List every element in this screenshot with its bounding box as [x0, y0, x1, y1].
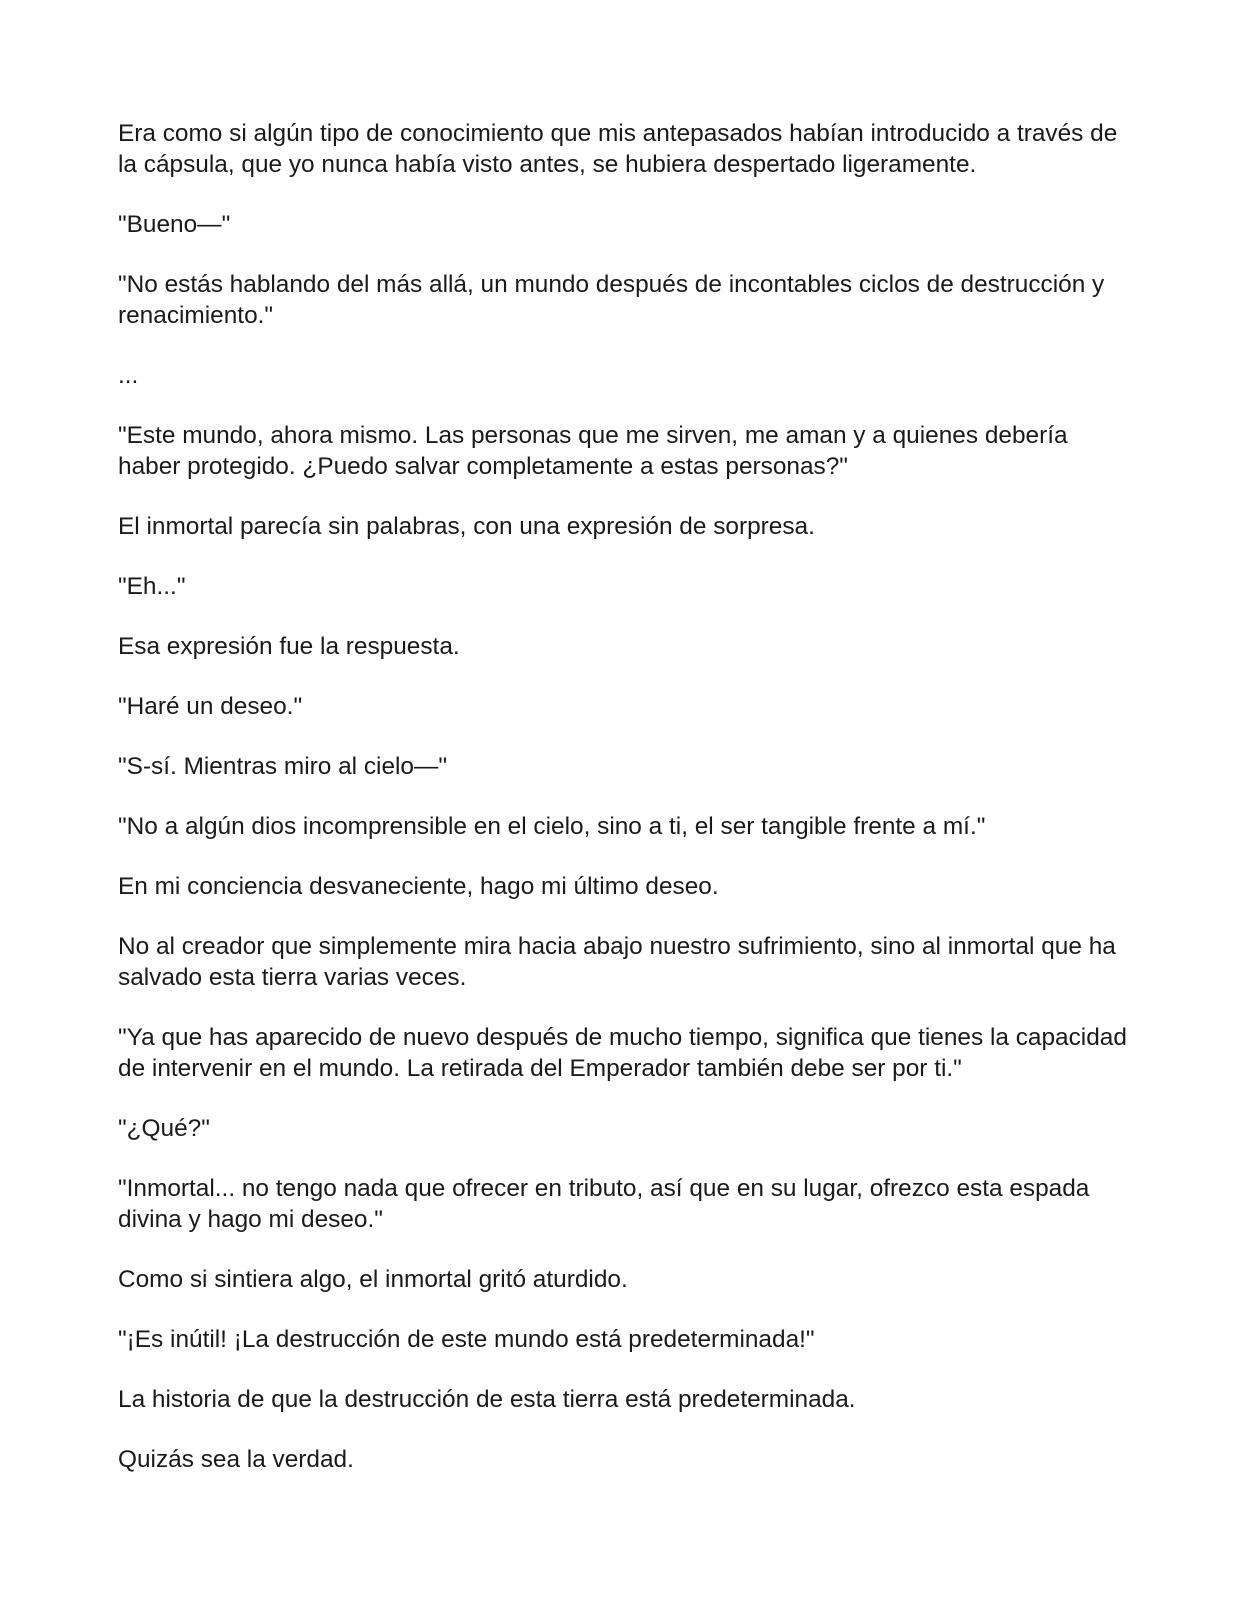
- paragraph: Como si sintiera algo, el inmortal gritó aturdido.: [118, 1266, 628, 1293]
- paragraph: Quizás sea la verdad.: [118, 1446, 354, 1473]
- paragraph: "Eh...": [118, 573, 186, 600]
- paragraph: En mi conciencia desvaneciente, hago mi último deseo.: [118, 873, 719, 900]
- document-body: [118, 118, 1128, 1504]
- paragraph: "S-sí. Mientras miro al cielo—": [118, 753, 448, 780]
- paragraph: "No a algún dios incomprensible en el cielo, sino a ti, el ser tangible frente a mí.": [118, 813, 986, 840]
- paragraph: "Inmortal... no tengo nada que ofrecer en tributo, así que en su lugar, ofrezco esta espada divina y hago mi deseo.": [118, 1175, 1090, 1233]
- paragraph: "¿Qué?": [118, 1115, 210, 1142]
- paragraph: El inmortal parecía sin palabras, con una expresión de sorpresa.: [118, 513, 815, 540]
- paragraph: No al creador que simplemente mira hacia abajo nuestro sufrimiento, sino al inmortal que ha salvado esta tierra varias veces.: [118, 933, 1116, 991]
- paragraph: "Ya que has aparecido de nuevo después de mucho tiempo, significa que tienes la capacidad de intervenir en el mundo. La retirada del Emperador también debe ser por ti.": [118, 1024, 1127, 1082]
- paragraph: "Este mundo, ahora mismo. Las personas que me sirven, me aman y a quienes debería haber protegido. ¿Puedo salvar completamente a estas personas?": [118, 422, 1068, 480]
- paragraph: "Haré un deseo.": [118, 693, 303, 720]
- paragraph: Era como si algún tipo de conocimiento que mis antepasados habían introducido a través de la cápsula, que yo nunca había visto antes, se hubiera despertado ligeramente.: [118, 120, 1118, 178]
- paragraph: "Bueno—": [118, 211, 231, 238]
- paragraph: "¡Es inútil! ¡La destrucción de este mundo está predeterminada!": [118, 1326, 815, 1353]
- paragraph: "No estás hablando del más allá, un mundo después de incontables ciclos de destrucción y renacimiento.": [118, 271, 1105, 329]
- paragraph: ...: [118, 362, 139, 389]
- paragraph: La historia de que la destrucción de esta tierra está predeterminada.: [118, 1386, 856, 1413]
- paragraph: Esa expresión fue la respuesta.: [118, 633, 460, 660]
